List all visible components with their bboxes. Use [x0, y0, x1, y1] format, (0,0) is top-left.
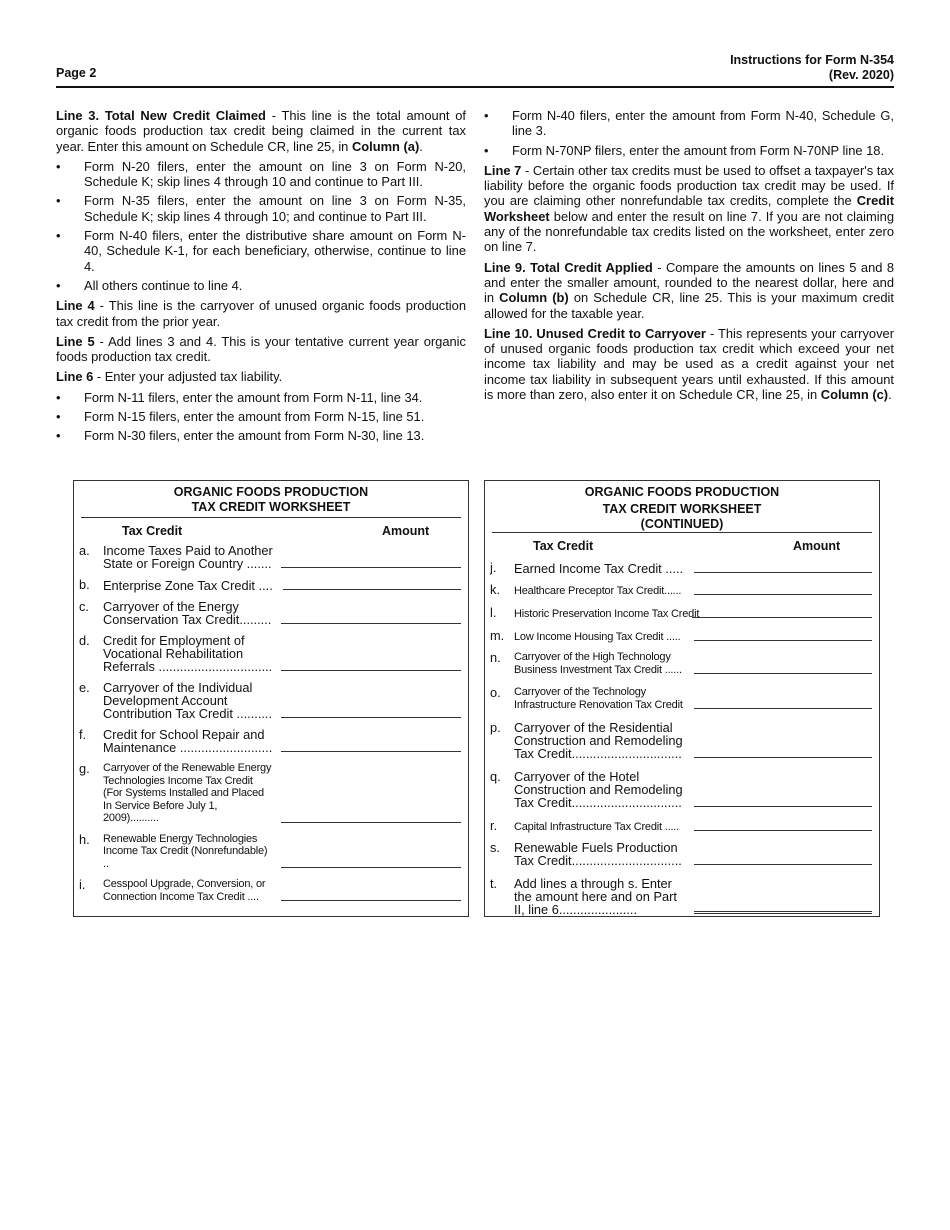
row-label: Add lines a through s. Enter the amount here and on Part II, line 6...................... [514, 876, 677, 917]
line3-end: . [419, 138, 423, 154]
amount-field-i[interactable] [281, 899, 461, 901]
form-title: Instructions for Form N-354 [730, 53, 894, 67]
worksheet-row-f [79, 728, 461, 754]
line4-text: - This line is the carryover of unused organic foods production tax credit from the prior year. [56, 298, 466, 329]
worksheet-row-n [490, 651, 872, 676]
row-label: Income Taxes Paid to Another State or Foreign Country ....... [103, 543, 273, 571]
amount-field-e[interactable] [281, 716, 461, 718]
amount-field-k[interactable] [694, 593, 872, 595]
worksheet-header [485, 533, 879, 557]
worksheet-row-m [490, 629, 872, 643]
list-item: • Form N-20 filers, enter the amount on line 3 on Form N-20, Schedule K; skip lines 4 through 10 and continue to Part III. [56, 159, 466, 190]
row-label: Carryover of the Individual Development Account Contribution Tax Credit .......... [103, 680, 273, 721]
row-label: Historic Preservation Income Tax Credit [514, 607, 700, 620]
amount-field-m[interactable] [694, 639, 872, 641]
worksheet-row-g [79, 762, 461, 825]
amount-field-h[interactable] [281, 866, 461, 868]
row-letter: g. [79, 761, 90, 776]
credit-worksheet [73, 480, 469, 917]
worksheet-row-q [490, 770, 872, 809]
line5-paragraph [56, 334, 466, 365]
worksheet-title-line2: TAX CREDIT WORKSHEET [602, 502, 762, 516]
worksheet-title-line1: ORGANIC FOODS PRODUCTION [173, 485, 369, 499]
line10-paragraph [484, 326, 894, 402]
row-label: Cesspool Upgrade, Conversion, or Connection Income Tax Credit .... [103, 878, 266, 903]
amount-field-d[interactable] [281, 669, 461, 671]
row-label: Enterprise Zone Tax Credit .... [103, 578, 273, 593]
header-rule [56, 86, 894, 88]
amount-field-r[interactable] [694, 829, 872, 831]
column-header-credit: Tax Credit [122, 524, 183, 538]
line6-text: - Enter your adjusted tax liability. [93, 369, 283, 385]
row-label: Earned Income Tax Credit ..... [514, 561, 684, 576]
row-letter: e. [79, 680, 90, 695]
list-item: • Form N-30 filers, enter the amount from Form N-30, line 13. [56, 428, 466, 443]
line10-column-ref: Column (c) [820, 387, 889, 403]
amount-field-b[interactable] [283, 588, 461, 590]
row-label: Carryover of the Technology Infrastructure Renovation Tax Credit [514, 686, 683, 711]
list-item: • Form N-40 filers, enter the amount from Form N-40, Schedule G, line 3. [484, 108, 894, 139]
row-label: Carryover of the Renewable Energy Technologies Income Tax Credit (For Systems Installed and Placed In Service Before July 1, 2009).......... [103, 762, 272, 824]
line3-column-ref: Column (a) [351, 138, 420, 154]
amount-field-l[interactable] [692, 616, 872, 618]
worksheet-title-line2: TAX CREDIT WORKSHEET [191, 500, 351, 514]
line5-text: - Add lines 3 and 4. This is your tentative current year organic foods production tax credit. [56, 333, 466, 365]
amount-field-a[interactable] [281, 566, 461, 568]
left-column [56, 108, 466, 449]
worksheet-row-c [79, 600, 461, 626]
row-letter: o. [490, 685, 501, 700]
column-header-amount: Amount [382, 524, 430, 538]
list-item: • Form N-15 filers, enter the amount from Form N-15, line 51. [56, 409, 466, 424]
amount-field-q[interactable] [694, 805, 872, 807]
list-item: • All others continue to line 4. [56, 278, 466, 293]
amount-field-total[interactable] [694, 908, 872, 914]
line10-heading: Line 10. Unused Credit to Carryover [484, 325, 706, 341]
line5-heading: Line 5 [56, 333, 95, 349]
line7-paragraph [484, 163, 894, 255]
amount-field-f[interactable] [281, 750, 461, 752]
row-letter: s. [490, 840, 500, 855]
amount-field-o[interactable] [694, 707, 872, 709]
line9-text: - Compare the amounts on lines 5 and 8 and enter the smaller amount, rounded to the nearest dollar, here and in [484, 259, 894, 306]
line9-paragraph [484, 260, 894, 321]
line4-paragraph [56, 298, 466, 329]
line3-heading: Line 3. Total New Credit Claimed [56, 108, 266, 123]
worksheet-row-a [79, 544, 461, 570]
list-item: • Form N-70NP filers, enter the amount from Form N-70NP line 18. [484, 143, 894, 158]
amount-field-n[interactable] [694, 672, 872, 674]
row-label: Low Income Housing Tax Credit ..... [514, 630, 681, 643]
line7-end: below and enter the result on line 7. If you are not claiming any of the nonrefundable tax credits listed on the worksheet, enter zero on line 7. [484, 208, 894, 255]
worksheet-row-l [490, 606, 872, 620]
row-letter: p. [490, 720, 501, 735]
row-letter: a. [79, 543, 90, 558]
row-label: Renewable Fuels Production Tax Credit............................... [514, 840, 682, 868]
right-column [484, 108, 894, 407]
column-header-credit: Tax Credit [533, 539, 594, 553]
worksheet-title-line3: (CONTINUED) [640, 517, 724, 531]
line6-heading: Line 6 [56, 369, 94, 385]
row-letter: k. [490, 582, 500, 597]
row-letter: j. [490, 560, 497, 575]
worksheet-row-e [79, 681, 461, 720]
amount-field-j[interactable] [694, 571, 872, 573]
line7-text: - Certain other tax credits must be used to offset a taxpayer's tax liability before the organic foods production tax credit may be used. If you are claiming other nonrefundable tax credits, complete the [484, 162, 895, 209]
worksheet-row-p [490, 721, 872, 760]
row-letter: t. [490, 876, 498, 891]
worksheet-row-t [490, 877, 872, 916]
form-revision: (Rev. 2020) [828, 68, 894, 82]
worksheet-row-s [490, 841, 872, 867]
line3-text: - This line is the total amount of organic foods production tax credit being claimed in the current tax year. Enter this amount on Schedule CR, line 25, in [56, 108, 466, 154]
line6-bullets-continued [484, 108, 894, 158]
worksheet-row-k [490, 583, 872, 597]
amount-field-g[interactable] [281, 821, 461, 823]
line7-heading: Line 7 [484, 162, 522, 178]
row-label: Capital Infrastructure Tax Credit ..... [514, 820, 680, 833]
row-label: Carryover of the High Technology Business Investment Tax Credit ...... [514, 651, 682, 676]
line10-text: - This represents your carryover of unused organic foods production tax credit which exceed your net income tax liability and may be used as a credit against your net income tax liability in subsequent years until exhausted. If this amount is more than zero, also enter it on Schedule CR, line 25, in [484, 325, 894, 403]
row-letter: n. [490, 650, 501, 665]
amount-field-p[interactable] [694, 756, 872, 758]
credit-worksheet-continued [484, 480, 880, 917]
amount-field-s[interactable] [694, 863, 872, 865]
row-label: Credit for Employment of Vocational Rehabilitation Referrals ................................ [103, 633, 273, 674]
list-item: • Form N-11 filers, enter the amount from Form N-11, line 34. [56, 390, 466, 405]
worksheet-row-d [79, 634, 461, 673]
row-letter: m. [490, 628, 505, 643]
line9-heading: Line 9. Total Credit Applied [484, 259, 653, 275]
row-label: Carryover of the Hotel Construction and Remodeling Tax Credit............................... [514, 769, 683, 810]
worksheet-row-r [490, 819, 872, 833]
worksheet-row-h [79, 833, 461, 871]
line9-column-ref: Column (b) [499, 290, 569, 306]
line3-bullets [56, 159, 466, 293]
line3-paragraph [56, 108, 466, 154]
line4-heading: Line 4 [56, 298, 95, 314]
row-letter: q. [490, 769, 501, 784]
row-letter: l. [490, 605, 497, 620]
worksheet-title [485, 481, 879, 532]
line10-end: . [888, 387, 892, 403]
page-number: Page 2 [56, 66, 97, 80]
worksheet-row-b [79, 578, 461, 592]
row-letter: r. [490, 818, 498, 833]
worksheet-title-line1: ORGANIC FOODS PRODUCTION [584, 485, 780, 499]
row-letter: f. [79, 727, 87, 742]
row-letter: i. [79, 877, 86, 892]
list-item: • Form N-35 filers, enter the amount on line 3 on Form N-35, Schedule K; skip lines 4 through 10; and continue to Part III. [56, 193, 466, 224]
worksheet-title [74, 481, 468, 515]
row-label: Credit for School Repair and Maintenance .......................... [103, 727, 273, 755]
row-label: Healthcare Preceptor Tax Credit...... [514, 584, 682, 597]
row-letter: h. [79, 831, 90, 847]
row-label: Carryover of the Residential Construction and Remodeling Tax Credit............................... [514, 720, 683, 761]
form-title-block [730, 53, 894, 83]
row-letter: b. [79, 577, 90, 592]
list-item: • Form N-40 filers, enter the distributive share amount on Form N-40, Schedule K-1, for each beneficiary, otherwise, continue to line 4. [56, 228, 466, 274]
column-header-amount: Amount [793, 539, 841, 553]
row-letter: d. [79, 633, 90, 648]
row-label: Renewable Energy Technologies Income Tax Credit (Nonrefundable) .. [103, 832, 268, 870]
worksheet-row-j [490, 561, 872, 575]
line7-worksheet-ref: Credit Worksheet [484, 193, 894, 224]
line6-paragraph [56, 369, 466, 384]
worksheet-header [74, 518, 468, 542]
line6-bullets [56, 390, 466, 444]
line9-end: on Schedule CR, line 25. This is your maximum credit allowed for the taxable year. [484, 290, 894, 321]
row-label: Carryover of the Energy Conservation Tax Credit......... [103, 599, 272, 627]
row-letter: c. [79, 599, 89, 614]
worksheet-row-i [79, 878, 461, 903]
worksheet-row-o [490, 686, 872, 711]
amount-field-c[interactable] [281, 622, 461, 624]
